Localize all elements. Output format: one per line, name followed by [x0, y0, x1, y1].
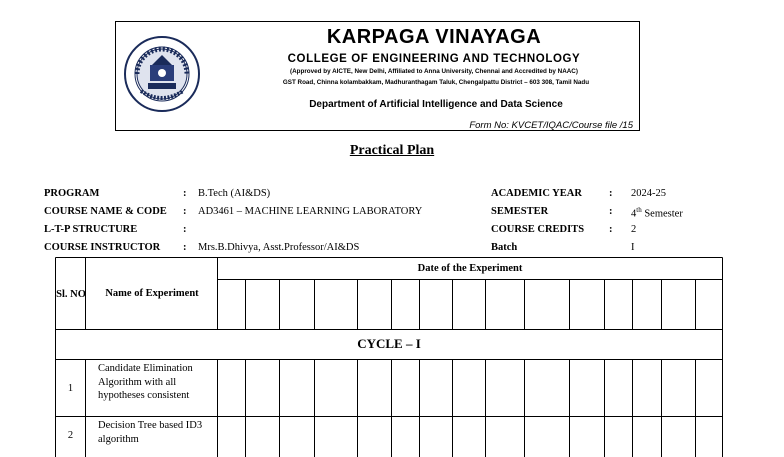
instructor-label: COURSE INSTRUCTOR: [44, 242, 160, 253]
instructor-colon: :: [183, 242, 187, 253]
ltp-colon: :: [183, 224, 187, 235]
semester-value: [631, 206, 683, 220]
program-value: B.Tech (AI&DS): [198, 188, 270, 199]
program-label: PROGRAM: [44, 188, 99, 199]
approval-text: (Approved by AICTE, New Delhi, Affiliated to Anna University, Chennai and Accredited by NAAC): [236, 68, 632, 75]
batch-value: I: [631, 242, 635, 253]
letterhead: [115, 21, 640, 131]
institution-name: KARPAGA VINAYAGA: [276, 26, 592, 49]
semester-suffix: Semester: [642, 209, 683, 220]
table-row-1-name: Candidate Elimination Algorithm with all hypotheses consistent: [98, 362, 216, 403]
semester-label: SEMESTER: [491, 206, 548, 217]
batch-label: Batch: [491, 242, 517, 253]
academic-year-colon: :: [609, 188, 613, 199]
department-name: Department of Artificial Intelligence and Data Science: [236, 99, 636, 110]
column-header-experiment: Name of Experiment: [86, 288, 218, 299]
cycle-heading: CYCLE – I: [55, 336, 723, 352]
academic-year-label: ACADEMIC YEAR: [491, 188, 582, 199]
course-name-colon: :: [183, 206, 187, 217]
college-seal-icon: [123, 35, 201, 113]
program-colon: :: [183, 188, 187, 199]
page-title: Practical Plan: [0, 143, 784, 159]
semester-number: 4: [631, 209, 636, 220]
address-text: GST Road, Chinna kolambakkam, Madhuranthagam Taluk, Chengalpattu District – 603 308, Tamil Nadu: [236, 79, 636, 86]
instructor-value: Mrs.B.Dhivya, Asst.Professor/AI&DS: [198, 242, 359, 253]
table-row-2-number: 2: [55, 430, 86, 441]
form-number: Form No: KVCET/IQAC/Course file /15: [469, 120, 633, 131]
table-row-1-number: 1: [55, 383, 86, 394]
ltp-label: L-T-P STRUCTURE: [44, 224, 137, 235]
credits-value: 2: [631, 224, 636, 235]
course-name-value: AD3461 – MACHINE LEARNING LABORATORY: [198, 206, 422, 217]
credits-colon: :: [609, 224, 613, 235]
semester-colon: :: [609, 206, 613, 217]
academic-year-value: 2024-25: [631, 188, 666, 199]
semester-ordinal: th: [636, 206, 641, 214]
column-header-slno: Sl. NO: [56, 288, 86, 301]
credits-label: COURSE CREDITS: [491, 224, 584, 235]
column-header-dates: Date of the Experiment: [218, 263, 722, 274]
course-name-label: COURSE NAME & CODE: [44, 206, 167, 217]
table-row-2-name: Decision Tree based ID3 algorithm: [98, 419, 216, 446]
college-name: COLLEGE OF ENGINEERING AND TECHNOLOGY: [236, 53, 632, 65]
